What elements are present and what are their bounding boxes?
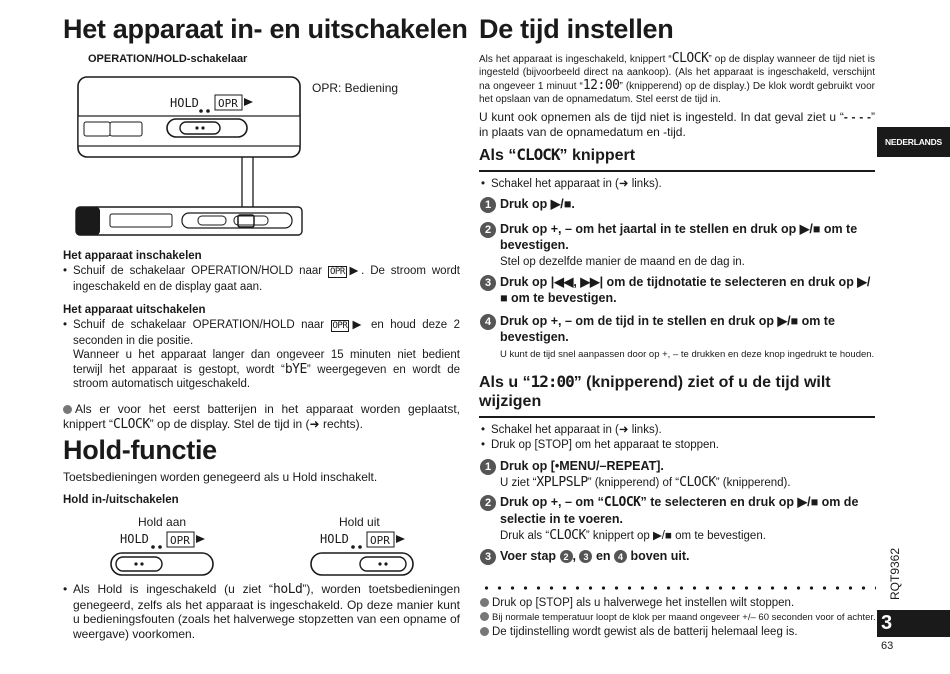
page-number: 63 bbox=[881, 640, 894, 652]
step-3: 3 Druk op |◀◀, ▶▶| om de tijdnotatie te selecteren en druk op ▶/■ om te bevestigen. bbox=[480, 274, 876, 306]
section-title-hold: Hold-functie bbox=[63, 435, 217, 465]
document-code: RQT9362 bbox=[888, 547, 902, 600]
power-off-text: • Schuif de schakelaar OPERATION/HOLD naar OPR ▶ en houd deze 2 seconden in die positie. Wanneer u het apparaat langer dan ongeveer 15 minuten niet bedient terwijl het apparaat is gestopt, wordt “bYE” weergegeven en wordt de stroom automatisch uitgeschakeld. bbox=[63, 318, 460, 392]
section-rule bbox=[479, 416, 875, 418]
clock-intro-2: U kunt ook opnemen als de tijd niet is ingesteld. In dat geval ziet u “- - - -” in plaats van de opnamedatum en -tijd. bbox=[479, 110, 875, 139]
step-number: 3 bbox=[480, 549, 496, 565]
note-bullet-icon bbox=[480, 627, 489, 636]
lcd-dashes: - - - - bbox=[843, 110, 871, 124]
svg-text:OPR: OPR bbox=[370, 534, 390, 547]
note-item: De tijdinstelling wordt gewist als de batterij helemaal leeg is. bbox=[480, 625, 876, 640]
notes bbox=[480, 596, 876, 640]
step-ref: 4 bbox=[614, 550, 627, 563]
note-item: Bij normale temperatuur loopt de klok per maand ongeveer +/– 60 seconden voor of achter. bbox=[480, 611, 876, 626]
hold-on-label: Hold aan bbox=[138, 515, 187, 529]
step-number: 2 bbox=[480, 495, 496, 511]
svg-text:OPR: OPR bbox=[170, 534, 190, 547]
illus-opr-label: OPR bbox=[218, 97, 238, 110]
step-ref: 3 bbox=[579, 550, 592, 563]
lcd-clock: CLOCK bbox=[679, 475, 716, 490]
lcd-clock: CLOCK bbox=[671, 51, 709, 66]
illus-hold-label: HOLD bbox=[170, 96, 199, 110]
note-bullet-icon bbox=[63, 405, 72, 414]
lcd-bye: bYE bbox=[284, 361, 307, 377]
hold-off-switch bbox=[308, 529, 418, 581]
opr-symbol: OPR bbox=[332, 321, 348, 331]
lcd-clock: CLOCK bbox=[549, 528, 586, 543]
step-2: 2 Druk op +, – om het jaartal in te stellen en druk op ▶/■ om te bevestigen. Stel op dezelfde manier de maand en de dag in. bbox=[480, 221, 876, 270]
step-4: 4 Druk op +, – om de tijd in te stellen en druk op ▶/■ om te bevestigen. U kunt de tijd snel aanpassen door op +, – te drukken en deze knop ingedrukt te houden. bbox=[480, 313, 876, 361]
hold-desc: Toetsbedieningen worden genegeerd als u Hold inschakelt. bbox=[63, 470, 378, 484]
step-number: 2 bbox=[480, 222, 496, 238]
step-ref: 2 bbox=[560, 550, 573, 563]
step-t3: 3 Voer stap 2 , 3 en 4 boven uit. bbox=[480, 548, 876, 565]
lcd-playsleep: XPLPSLP bbox=[536, 475, 588, 490]
lcd-clock: CLOCK bbox=[113, 416, 150, 432]
language-tab: NEDERLANDS bbox=[877, 127, 950, 157]
note-item: Druk op [STOP] als u halverwege het instellen wilt stoppen. bbox=[480, 596, 876, 611]
section-rule bbox=[479, 170, 875, 172]
arrow-right-icon: ➜ bbox=[618, 178, 629, 190]
power-off-heading: Het apparaat uitschakelen bbox=[63, 304, 206, 316]
sec1-bullet: • Schakel het apparaat in (➜ links). bbox=[481, 177, 877, 192]
power-on-text: • Schuif de schakelaar OPERATION/HOLD naar OPR ▶. De stroom wordt ingeschakeld en de display gaat aan. bbox=[63, 264, 460, 294]
section-title-clock: De tijd instellen bbox=[479, 14, 674, 44]
lcd-hold: hoLd bbox=[273, 582, 303, 597]
clock-intro: Als het apparaat is ingeschakeld, knippert “CLOCK” op de display wanneer de tijd niet is ingesteld (bijvoorbeeld direct na aankoop). (Als het apparaat is ingeschakeld, verschijnt na ongeveer 1 minuut “12:00” (knipperend) op de display.) De klok wordt gebruikt voor het opslaan van de opnamedatum. Stel eerst de tijd in. bbox=[479, 51, 875, 105]
svg-text:HOLD: HOLD bbox=[320, 532, 349, 546]
sec2-bullets: • Schakel het apparaat in (➜ links). • Druk op [STOP] om het apparaat te stoppen. bbox=[481, 423, 877, 452]
step-number: 4 bbox=[480, 314, 496, 330]
lcd-time: 12:00 bbox=[582, 78, 620, 93]
step-number: 1 bbox=[480, 459, 496, 475]
note-bullet-icon bbox=[480, 612, 489, 621]
chapter-number: 3 bbox=[877, 610, 950, 637]
step-number: 3 bbox=[480, 275, 496, 291]
hold-sub: Hold in-/uitschakelen bbox=[63, 494, 179, 506]
lcd-clock: CLOCK bbox=[603, 495, 641, 510]
subsection-change-time: Als u “12:00” (knipperend) ziet of u de tijd wilt wijzigen bbox=[479, 372, 831, 410]
step-number: 1 bbox=[480, 197, 496, 213]
opr-note: OPR: Bediening bbox=[312, 81, 399, 95]
lcd-clock: CLOCK bbox=[516, 145, 560, 164]
hold-off-label: Hold uit bbox=[339, 515, 380, 529]
section-title-power: Het apparaat in- en uitschakelen bbox=[63, 14, 468, 44]
dotted-separator bbox=[480, 584, 876, 592]
switch-label: OPERATION/HOLD-schakelaar bbox=[88, 53, 248, 65]
device-illustration bbox=[70, 74, 310, 242]
arrow-right-icon: ➜ bbox=[309, 416, 320, 431]
note-bullet-icon bbox=[480, 598, 489, 607]
step-t1: 1 Druk op [•MENU/–REPEAT]. U ziet “XPLPSLP” (knipperend) of “CLOCK” (knipperend). bbox=[480, 458, 876, 491]
hold-bullet: • Als Hold is ingeschakeld (u ziet “hoLd”), worden toetsbedieningen genegeerd, zelfs als het apparaat is ingeschakeld. Op deze manier kunt u bedieningsfouten (zoals het halverwege stopzetten van een opname of weergave) voorkomen. bbox=[63, 582, 460, 641]
subsection-clock-blinks: Als “CLOCK” knippert bbox=[479, 145, 636, 164]
opr-symbol: OPR bbox=[330, 267, 345, 277]
svg-text:HOLD: HOLD bbox=[120, 532, 149, 546]
arrow-right-icon: ➜ bbox=[618, 424, 629, 436]
power-on-heading: Het apparaat inschakelen bbox=[63, 250, 202, 262]
step-1: 1 Druk op ▶/■. bbox=[480, 196, 876, 213]
step-t2: 2 Druk op +, – om “CLOCK” te selecteren en druk op ▶/■ om de selectie in te voeren. Druk als “CLOCK” knippert op ▶/■ om te bevestigen. bbox=[480, 494, 876, 544]
hold-on-switch bbox=[108, 529, 218, 581]
first-battery-note: Als er voor het eerst batterijen in het apparaat worden geplaatst, knippert “CLOCK” op de display. Stel de tijd in (➜ rechts). bbox=[63, 402, 460, 432]
lcd-time: 12:00 bbox=[530, 372, 574, 391]
